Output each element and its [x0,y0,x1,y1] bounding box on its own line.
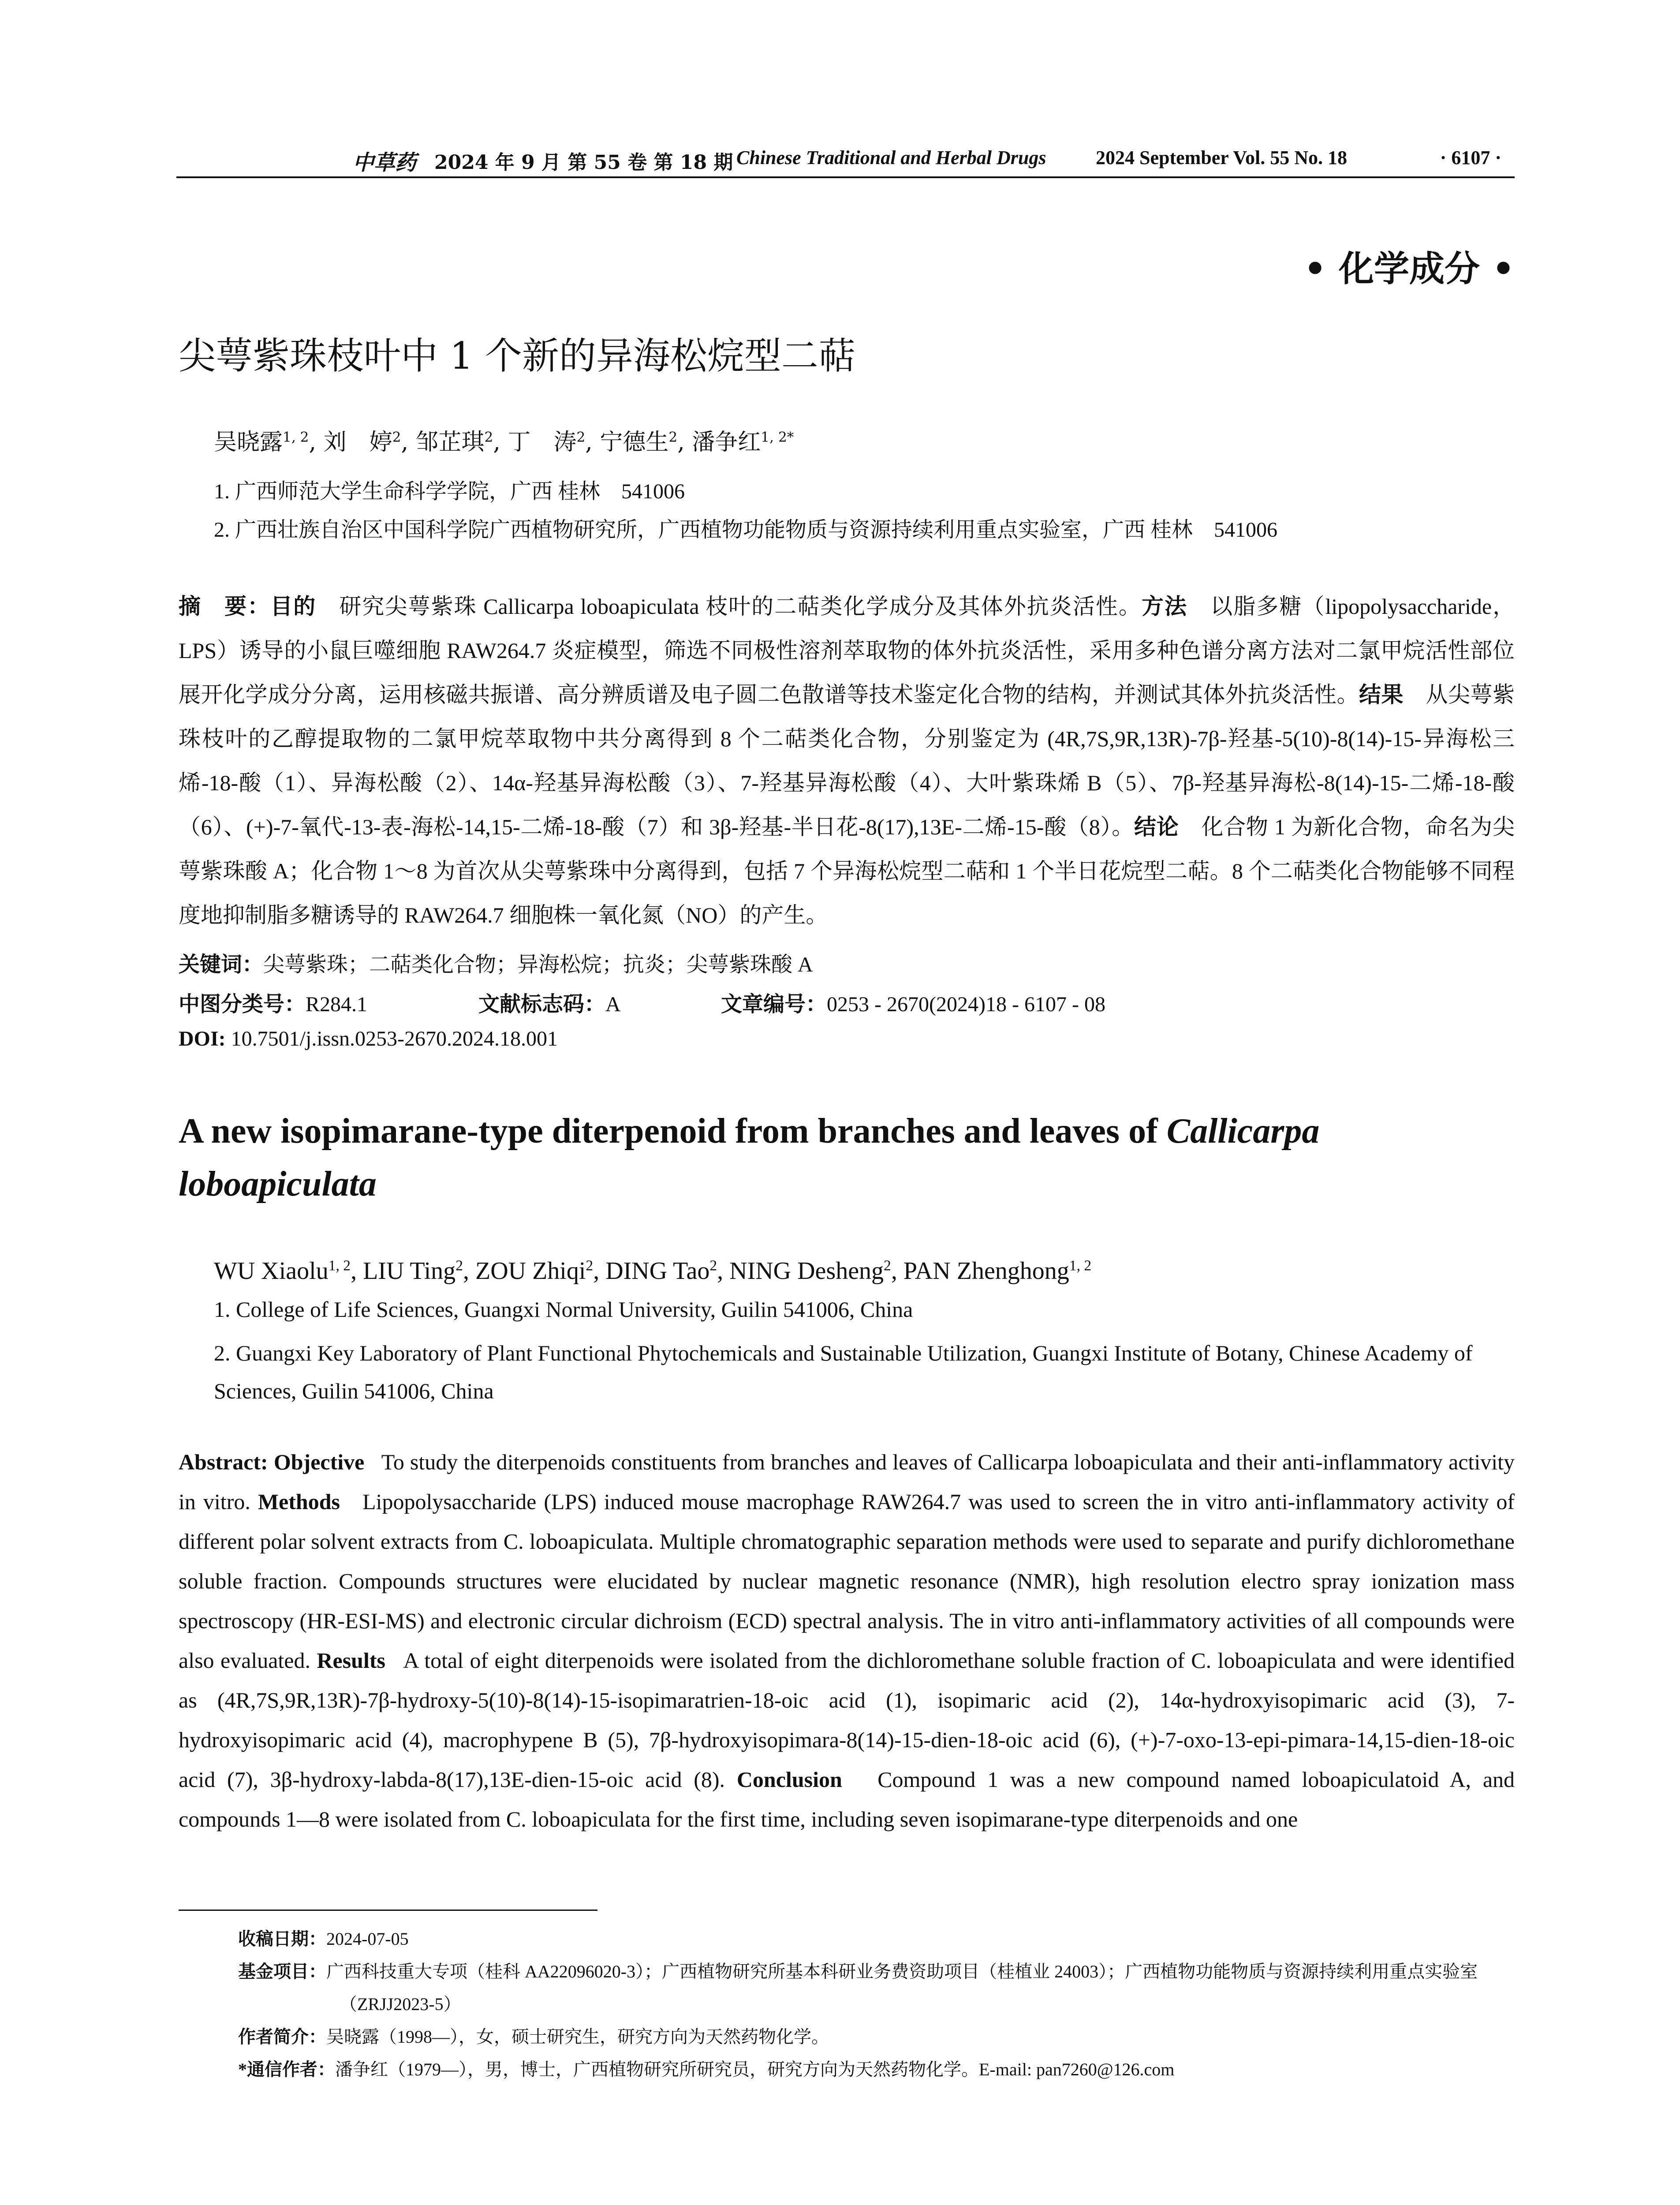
footnote-funding: 基金项目：广西科技重大专项（桂科 AA22096020-3）；广西植物研究所基本科研业务费资助项目（桂植业 24003）；广西植物功能物质与资源持续利用重点实验室（ZRJJ2023-5） [238,1962,1478,2014]
keywords-text: 尖萼紫珠；二萜类化合物；异海松烷；抗炎；尖萼紫珠酸 A [263,953,813,976]
author-en: WU Xiaolu$^{1, 2}$ [214,1257,351,1285]
clc-label: 中图分类号： [179,993,306,1016]
abstract-label-en: Abstract: [179,1450,268,1474]
author-list-en: WU Xiaolu$^{1, 2}$, LIU Ting$^2$, ZOU Zhiqi$^2$, DING Tao$^2$, NING Desheng$^2$, PAN Zhenghong$^{1, 2}$ [214,1257,1092,1285]
methods-text-cn: 以脂多糖（lipopolysaccharide，LPS）诱导的小鼠巨噬细胞 RAW264.7 炎症模型，筛选不同极性溶剂萃取物的体外抗炎活性，采用多种色谱分离方法对二氯甲烷活性部位展开化学成分分离，运用核磁共振谱、高分辨质谱及电子圆二色散谱等技术鉴定化合物的结构，并测试其体外抗炎活性。 [179,594,1515,707]
results-label-cn: 结果 [1359,682,1404,707]
doc-code-label: 文献标志码： [478,993,606,1016]
author-en: PAN Zhenghong$^{1, 2}$ [903,1257,1092,1285]
author-cn: 邹芷琪$^2$ [415,429,493,456]
page-number: · 6107 · [1440,147,1501,168]
affiliation-en-1: 1. College of Life Sciences, Guangxi Normal University, Guilin 541006, China [214,1297,913,1322]
article-no-label: 文章编号： [721,993,827,1016]
objective-text-en: To study the diterpenoids constituents from branches and leaves of Callicarpa loboapiculata and their anti-inflammatory activity in vitro. [179,1450,1515,1514]
footnote-corresponding: *通信作者：潘争红（1979—），男，博士，广西植物研究所研究员，研究方向为天然药物化学。E-mail: pan7260@126.com [238,2059,1175,2079]
results-label-en: Results [317,1648,385,1673]
abstract-label-cn: 摘 要： [179,594,271,619]
objective-label-cn: 目的 [270,594,317,619]
paper-title-en: A new isopimarane-type diterpenoid from branches and leaves of Callicarpa loboapiculata [179,1112,1320,1203]
author-cn: 宁德生$^2$ [600,429,678,456]
journal-name-en: Chinese Traditional and Herbal Drugs [736,147,1046,168]
issue-cn: 2024 年 9 月 第 55 卷 第 18 期 [434,151,733,174]
conclusion-label-cn: 结论 [1134,815,1179,839]
conclusion-text-cn: 化合物 1 为新化合物，命名为尖萼紫珠酸 A；化合物 1～8 为首次从尖萼紫珠中分离得到，包括 7 个异海松烷型二萜和 1 个半日花烷型二萜。8 个二萜类化合物能够不同程度地抑制脂多糖诱导的 RAW264.7 细胞株一氧化氮（NO）的产生。 [179,815,1515,927]
author-cn: 丁 涛$^2$ [508,429,586,456]
footnote-rule [179,1910,597,1911]
journal-name-cn: 中草药 [353,150,417,175]
article-no: 0253 - 2670(2024)18 - 6107 - 08 [827,993,1105,1016]
running-header [176,146,1515,176]
footnote-received: 收稿日期：2024-07-05 [238,1929,409,1949]
affiliation-en-2: 2. Guangxi Key Laboratory of Plant Functional Phytochemicals and Sustainable Utilization, Guangxi Institute of Botany, Chinese Academy of Sciences, Guilin 541006, China [214,1341,1473,1403]
results-text-cn: 从尖萼紫珠枝叶的乙醇提取物的二氯甲烷萃取物中共分离得到 8 个二萜类化合物，分别鉴定为 (4R,7S,9R,13R)-7β-羟基-5(10)-8(14)-15-异海松三烯-18-酸（1）、异海松酸（2）、14α-羟基异海松酸（3）、7-羟基异海松酸（4）、大叶紫珠烯 B（5）、7β-羟基异海松-8(14)-15-二烯-18-酸（6）、(+)-7-氧代-13-表-海松-14,15-二烯-18-酸（7）和 3β-羟基-半日花-8(17),13E-二烯-15-酸（8）。 [179,682,1515,839]
author-en: ZOU Zhiqi$^2$ [475,1257,594,1285]
methods-label-cn: 方法 [1141,594,1188,619]
doi-label: DOI: [179,1027,226,1050]
header-rule [176,176,1515,178]
affiliation-cn-2: 2. 广西壮族自治区中国科学院广西植物研究所，广西植物功能物质与资源持续利用重点实验室，广西 桂林 541006 [214,518,1278,542]
author-list-cn: 吴晓露$^{1, 2}$, 刘 婷$^2$, 邹芷琪$^2$, 丁 涛$^2$, 宁德生$^2$, 潘争红$^{1, 2*}$ [214,429,794,456]
paper-title-cn: 尖萼紫珠枝叶中 1 个新的异海松烷型二萜 [179,334,855,377]
affiliation-cn-1: 1. 广西师范大学生命科学学院，广西 桂林 541006 [214,480,685,503]
author-en: DING Tao$^2$ [605,1257,717,1285]
author-en: LIU Ting$^2$ [363,1257,463,1285]
author-cn: 吴晓露$^{1, 2}$ [214,429,309,456]
results-text-en: A total of eight diterpenoids were isolated from the dichloromethane soluble fraction of C. loboapiculata and were identified as (4R,7S,9R,13R)-7β-hydroxy-5(10)-8(14)-15-isopimaratrien-18-oic acid (1), isopimaric acid (2), 14α-hydroxyisopimaric acid (3), 7-hydroxyisopimaric acid (4), macrophypene B (5), 7β-hydroxyisopimara-8(14)-15-dien-18-oic acid (6), (+)-7-oxo-13-epi-pimara-14,15-dien-18-oic acid (7), 3β-hydroxy-labda-8(17),13E-dien-15-oic acid (8). [179,1648,1515,1792]
doi-line [179,1027,558,1051]
clc-code: R284.1 [306,993,368,1016]
conclusion-text-en: Compound 1 was a new compound named loboapiculatoid A, and compounds 1—8 were isolated from C. loboapiculata for the first time, including seven isopimarane-type diterpenoids and one [179,1767,1515,1831]
conclusion-label-en: Conclusion [736,1767,842,1792]
methods-label-en: Methods [258,1489,340,1514]
abstract-cn [179,584,1515,937]
issue-en: 2024 September Vol. 55 No. 18 [1096,147,1347,168]
objective-text-cn: 研究尖萼紫珠 Callicarpa loboapiculata 枝叶的二萜类化学成分及其体外抗炎活性。 [339,594,1142,619]
abstract-en [179,1442,1515,1839]
objective-label-en: Objective [273,1450,365,1474]
keywords-label: 关键词： [179,953,264,976]
footnotes [238,1923,1515,2086]
doi-link[interactable]: 10.7501/j.issn.0253-2670.2024.18.001 [231,1027,558,1050]
methods-text-en: Lipopolysaccharide (LPS) induced mouse macrophage RAW264.7 was used to screen the in vitro anti-inflammatory activity of different polar solvent extracts from C. loboapiculata. Multiple chromatographic separation methods were used to separate and purify dichloromethane soluble fraction. Compounds structures were elucidated by nuclear magnetic resonance (NMR), high resolution electro spray ionization mass spectroscopy (HR-ESI-MS) and electronic circular dichroism (ECD) spectral analysis. The in vitro anti-inflammatory activities of all compounds were also evaluated. [179,1489,1515,1673]
doc-code: A [605,993,621,1016]
author-en: NING Desheng$^2$ [729,1257,891,1285]
author-cn: 潘争红$^{1, 2*}$ [692,429,794,456]
footnote-author-bio: 作者简介：吴晓露（1998—），女，硕士研究生，研究方向为天然药物化学。 [238,2027,829,2047]
keywords-line [179,947,813,978]
author-cn: 刘 婷$^2$ [323,429,401,456]
section-label: • 化学成分 • [1304,248,1515,289]
